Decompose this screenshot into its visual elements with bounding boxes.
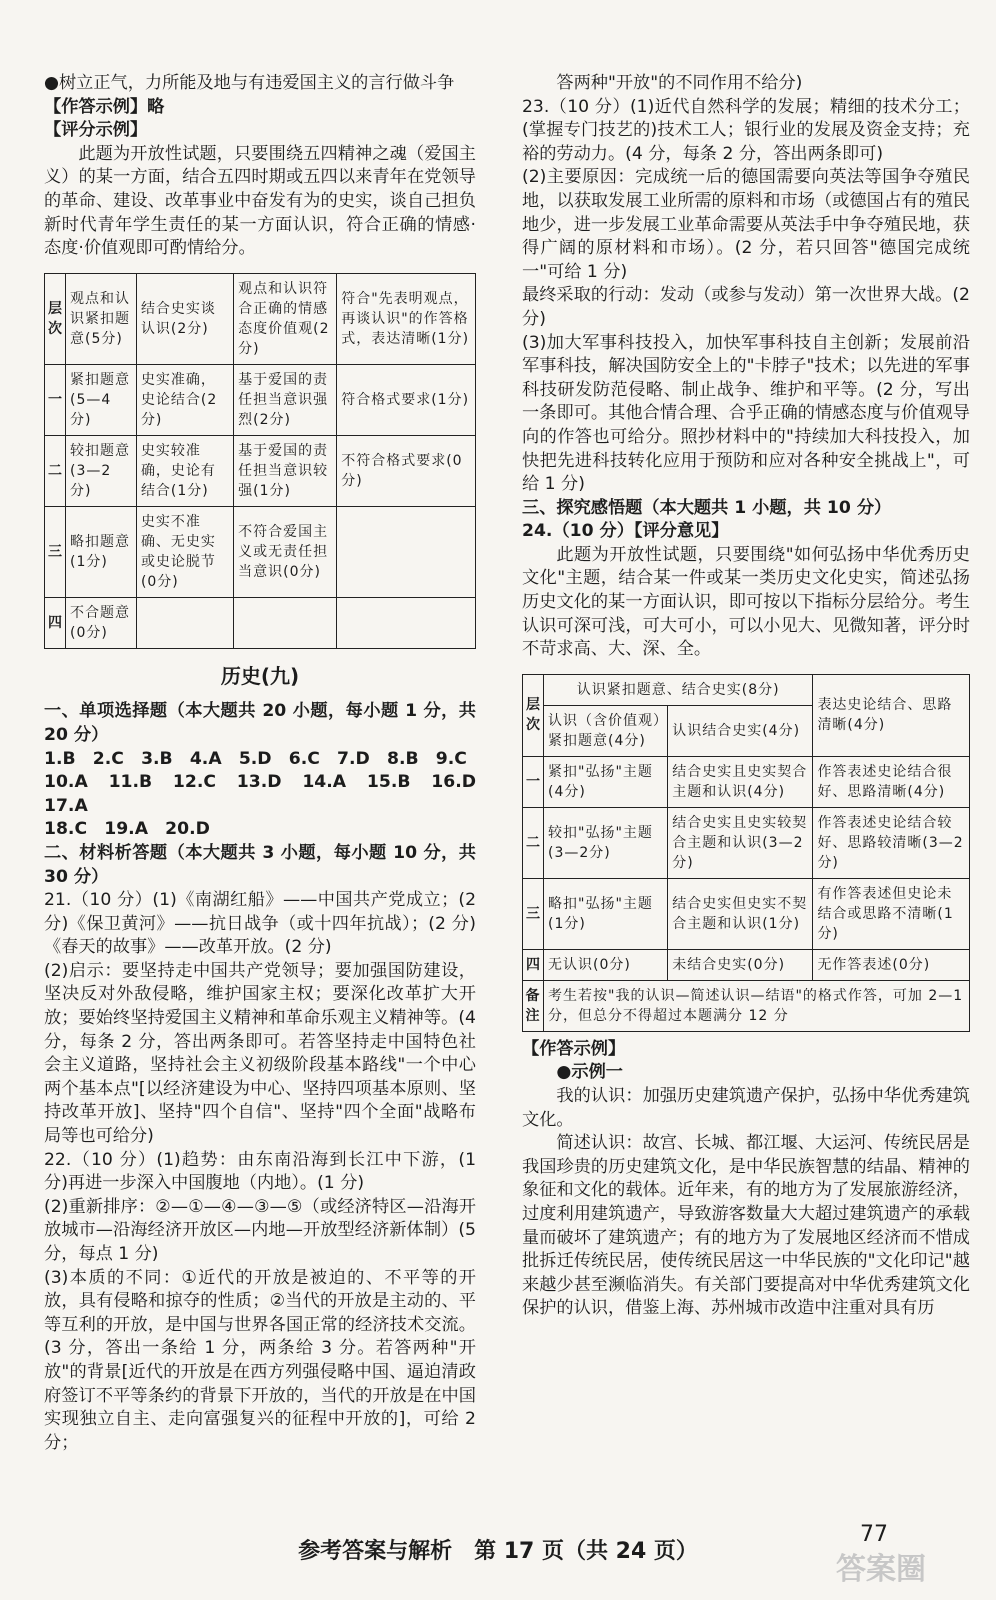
table-row (523, 807, 970, 878)
table-note-row (523, 980, 970, 1031)
answer-key-line: 18.C 19.A 20.D (44, 819, 210, 840)
table-cell (136, 597, 233, 648)
table-cell: 有作答表述但史论未结合或思路不清晰(1分) (813, 878, 970, 949)
table-cell: 未结合史实(0分) (668, 949, 813, 980)
q22-part2: (2)重新排序：②—①—④—③—⑤（或经济特区—沿海开放城市—沿海经济开放区—内地—开放型经济新体制）(5 分，每点 1 分) (44, 1196, 476, 1264)
table-cell: 无认识(0分) (544, 949, 668, 980)
table-cell: 史实不准确、无史实或史论脱节(0分) (136, 506, 233, 597)
table-cell: 作答表述史论结合较好、思路较清晰(3—2分) (813, 807, 970, 878)
table-cell: 略扣"弘扬"主题(1分) (544, 878, 668, 949)
table-row (523, 878, 970, 949)
material-heading: 二、材料析答题（本大题共 3 小题，每小题 10 分，共 30 分） (44, 842, 476, 887)
table-row (45, 364, 476, 435)
table-cell: 备注 (523, 980, 544, 1031)
q21-part1: 21.（10 分）(1)《南湖红船》——中国共产党成立；(2 分)《保卫黄河》——抗日战争（或十四年抗战）；(2 分)《春天的故事》——改革开放。(2 分) (44, 890, 476, 958)
q23-part4: (3)加大军事科技投入，加快军事科技自主创新；发展前沿军事科技，解决国防安全上的"卡脖子"技术；以先进的军事科技研发防范侵略、制止战争、维护和平等。(2 分，写出一条即可。其他合情合理、合乎正确的情感态度与价值观导向的作答也可给分。照抄材料中的"持续加大科技投入，加快把先进科技转化应用于预防和应对各种安全挑战上"，可给 1 分) (522, 332, 970, 495)
brief-paragraph: 简述认识：故宫、长城、都江堰、大运河、传统民居是我国珍贵的历史建筑文化，是中华民族智慧的结晶、精神的象征和文化的载体。近年来，有的地方为了发展旅游经济，过度利用建筑遗产，导致游客数量大大超过建筑遗产的承载量而破坏了建筑遗产；有的地方为了发展地区经济而不惜成批拆迁传统民居，使传统民居这一中华民族的"文化印记"越来越少甚至濒临消失。有关部门要提高对中华优秀建筑文化保护的认识，借鉴上海、苏州城市改造中注重对具有历 (522, 1133, 970, 1319)
table-cell: 结合史实但史实不契合主题和认识(1分) (668, 878, 813, 949)
table-cell: 符合"先表明观点，再谈认识"的作答格式，表达清晰(1分) (337, 273, 476, 364)
table-cell: 认识（含价值观）紧扣题意(4分) (544, 705, 668, 756)
watermark-logo: 答案圈 (836, 1552, 926, 1587)
q22-part3: (3)本质的不同：①近代的开放是被迫的、不平等的开放，具有侵略和掠夺的性质；②当代的开放是主动的、平等互利的开放，是中国与世界各国正常的经济技术交流。(3 分，答出一条给 1 分，两条给 3 分。若答两种"开放"的背景[近代的开放是在西方列强侵略中国、逼迫清政府签订不平等条约的背景下开放的，当代的开放是在中国实现独立自主、走向富强复兴的征程中开放的]，可给 2 分； (44, 1267, 476, 1453)
table-cell: 一 (523, 756, 544, 807)
scoring-table-1 (44, 273, 476, 649)
table-row (523, 949, 970, 980)
table-cell: 略扣题意(1分) (66, 506, 137, 597)
table-cell: 三 (45, 506, 66, 597)
table-row (45, 506, 476, 597)
example-heading: 【作答示例】略 (44, 96, 165, 117)
q24-heading: 24.（10 分）【评分意见】 (522, 521, 729, 542)
table-cell: 表达史论结合、思路清晰(4分) (813, 674, 970, 756)
table-cell: 层次 (45, 273, 66, 364)
table-cell: 认识紧扣题意、结合史实(8分) (544, 674, 813, 705)
table-cell: 史实较准确，史论有结合(1分) (136, 435, 233, 506)
scoring-paragraph: 此题为开放性试题，只要围绕五四精神之魂（爱国主义）的某一方面，结合五四时期或五四以来青年在党领导的革命、建设、改革事业中奋发有为的史实，谈自己担负新时代青年学生责任的某一方面认识，符合正确的情感·态度·价值观即可酌情给分。 (44, 143, 476, 259)
section-title: 历史(九) (220, 663, 300, 688)
mc-heading: 一、单项选择题（本大题共 20 小题，每小题 1 分，共 20 分） (44, 701, 476, 745)
table-cell: 结合史实且史实契合主题和认识(4分) (668, 756, 813, 807)
example-label: ●示例一 (556, 1062, 623, 1083)
table-cell: 基于爱国的责任担当意识较强(1分) (234, 435, 337, 506)
table-cell: 紧扣"弘扬"主题(4分) (544, 756, 668, 807)
q24-paragraph: 此题为开放性试题，只要围绕"如何弘扬中华优秀历史文化"主题，结合某一件或某一类历史文化史实，简述弘扬历史文化的某一方面认识，即可按以下指标分层给分。考生认识可深可浅，可大可小，可以小见大、见微知著，评分时不苛求高、大、深、全。 (522, 544, 970, 660)
table-cell: 作答表述史论结合很好、思路清晰(4分) (813, 756, 970, 807)
table-cell: 较扣"弘扬"主题(3—2分) (544, 807, 668, 878)
table-cell: 符合格式要求(1分) (337, 364, 476, 435)
table-cell: 四 (45, 597, 66, 648)
table-cell: 较扣题意(3—2分) (66, 435, 137, 506)
q23-part2: (2)主要原因：完成统一后的德国需要向英法等国争夺殖民地，以获取发展工业所需的原料和市场（或德国占有的殖民地少，进一步发展工业革命需要从英法手中争夺殖民地，获得广阔的原材料和市场）。(2 分，若只回答"德国完成统一"可给 1 分) (522, 167, 970, 282)
table-cell: 二 (523, 807, 544, 878)
q22-part1: 22.（10 分）(1)趋势：由东南沿海到长江中下游，(1 分)再进一步深入中国腹地（内地）。(1 分) (44, 1149, 476, 1194)
table-cell: 观点和认识符合正确的情感态度价值观(2分) (234, 273, 337, 364)
left-column (44, 72, 494, 1455)
table-cell: 三 (523, 878, 544, 949)
table-cell: 层次 (523, 674, 544, 756)
table-cell: 观点和认识紧扣题意(5分) (66, 273, 137, 364)
table-cell: 一 (45, 364, 66, 435)
my-view-paragraph: 我的认识：加强历史建筑遗产保护，弘扬中华优秀建筑文化。 (522, 1086, 970, 1130)
answer-key-line: 1.B 2.C 3.B 4.A 5.D 6.C 7.D 8.B 9.C (44, 748, 467, 769)
table-cell: 不合题意(0分) (66, 597, 137, 648)
table-header-row (45, 273, 476, 364)
table-cell: 考生若按"我的认识—简述认识—结语"的格式作答，可加 2—1 分，但总分不得超过本题满分 12 分 (544, 980, 970, 1031)
table-cell (337, 597, 476, 648)
table-row (45, 597, 476, 648)
table-cell: 紧扣题意(5—4分) (66, 364, 137, 435)
table-cell: 不符合格式要求(0分) (337, 435, 476, 506)
table-cell: 认识结合史实(4分) (668, 705, 813, 756)
table-cell (234, 597, 337, 648)
table-cell: 不符合爱国主义或无责任担当意识(0分) (234, 506, 337, 597)
continuation-line: 答两种"开放"的不同作用不给分) (556, 73, 803, 93)
table-row (523, 756, 970, 807)
table-row (45, 435, 476, 506)
scoring-heading: 【评分示例】 (44, 120, 148, 141)
q23-part3: 最终采取的行动：发动（或参与发动）第一次世界大战。(2 分) (522, 285, 970, 329)
table-cell: 基于爱国的责任担当意识强烈(2分) (234, 364, 337, 435)
inquiry-heading: 三、探究感悟题（本大题共 1 小题，共 10 分） (522, 497, 892, 518)
table-cell: 结合史实且史实较契合主题和认识(3—2分) (668, 807, 813, 878)
table-header-row (523, 674, 970, 705)
right-column (522, 72, 970, 1321)
table-cell: 二 (45, 435, 66, 506)
table-cell (337, 506, 476, 597)
table-cell: 四 (523, 949, 544, 980)
answer-key-line: 10.A 11.B 12.C 13.D 14.A 15.B 16.D 17.A (44, 772, 494, 816)
page-footer: 参考答案与解析 第 17 页（共 24 页） (298, 1539, 698, 1564)
q23-part1: 23.（10 分）(1)近代自然科学的发展；精细的技术分工；(掌握专门技艺的)技术工人；银行业的发展及资金支持；充裕的劳动力。(4 分，每条 2 分，答出两条即可) (522, 96, 970, 164)
example-heading: 【作答示例】 (522, 1038, 626, 1059)
q21-part2: (2)启示：要坚持走中国共产党领导；要加强国防建设，坚决反对外敌侵略，维护国家主权；要深化改革扩大开放；要始终坚持爱国主义精神和革命乐观主义精神等。(4 分，每条 2 分，答出两条即可。若答坚持走中国特色社会主义道路，坚持社会主义初级阶段基本路线"一个中心两个基本点"[以经济建设为中心、坚持四项基本原则、坚持改革开放]、坚持"四个自信"、坚持"四个全面"战略布局等也可给分) (44, 960, 476, 1147)
page-number: 77 (860, 1522, 888, 1547)
table-cell: 结合史实谈认识(2分) (136, 273, 233, 364)
table-cell: 无作答表述(0分) (813, 949, 970, 980)
scoring-table-2 (522, 674, 970, 1032)
bullet-line: ●树立正气，力所能及地与有违爱国主义的言行做斗争 (44, 73, 455, 93)
table-cell: 史实准确，史论结合(2分) (136, 364, 233, 435)
